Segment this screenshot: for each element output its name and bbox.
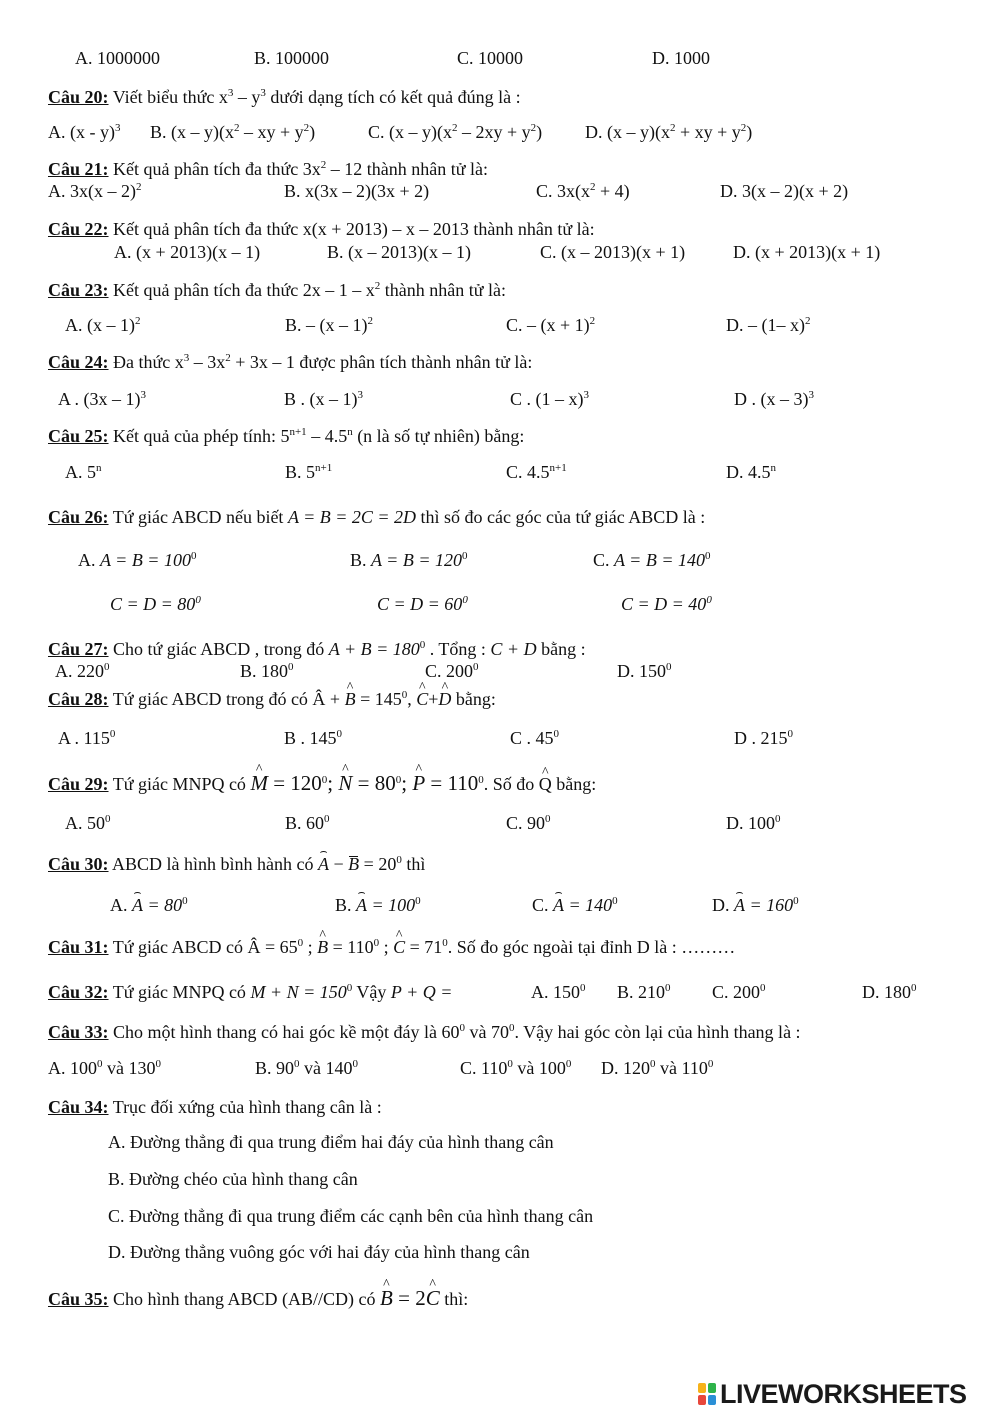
- q21-stem: Câu 21: Kết quả phân tích đa thức $3x^2 - 12$ thành nhân tử là:: [48, 159, 488, 179]
- q19-options: [0, 48, 1000, 74]
- q19-option-c[interactable]: C. 10000: [457, 48, 524, 68]
- q25-option-c[interactable]: C. $4.5^{n+1}$: [506, 462, 567, 482]
- q27-number: Câu 27:: [48, 639, 109, 659]
- q29-option-c[interactable]: C. $90^0$: [506, 813, 551, 833]
- q34-option-b-line: [0, 1169, 1000, 1195]
- q33-option-a[interactable]: A. $100^0$ và $130^0$: [48, 1058, 161, 1078]
- q23-option-c[interactable]: C. – $(x + 1)^2$: [506, 315, 596, 335]
- q34-option-a[interactable]: A. Đường thẳng đi qua trung điểm hai đáy của hình thang cân: [108, 1132, 554, 1152]
- q32-option-c[interactable]: C. $200^0$: [712, 982, 766, 1002]
- q24-option-c[interactable]: C . (1 – x)$^3$: [510, 389, 589, 409]
- q28-number: Câu 28:: [48, 689, 109, 709]
- q30-option-c[interactable]: C. ⌢ $A = 140^0$: [532, 895, 618, 917]
- q20-option-b[interactable]: B. $(x - y)(x^2$ – xy + $y^2$): [150, 122, 316, 142]
- q26-option-c-line2: $C = D = 40^0$: [621, 594, 712, 614]
- q21-option-c[interactable]: C. $3x(x^2 + 4)$: [536, 181, 630, 201]
- q31-number: Câu 31:: [48, 937, 109, 957]
- q34-option-b[interactable]: B. Đường chéo của hình thang cân: [108, 1169, 358, 1189]
- q21-option-b[interactable]: B. x(3x – 2)(3x + 2): [284, 181, 430, 201]
- q23-stem: Câu 23: Kết quả phân tích đa thức $2x - 1 - x^2$ thành nhân tử là:: [48, 280, 506, 300]
- q27-option-a[interactable]: A. $220^0$: [55, 661, 110, 681]
- q28-options: [0, 728, 1000, 754]
- q23-option-d[interactable]: D. – (1– x)$^2$: [726, 315, 811, 335]
- q26-option-c[interactable]: C. $A = B = 140^0$: [593, 550, 711, 570]
- q34-option-d-line: [0, 1242, 1000, 1268]
- q21-option-a[interactable]: A. 3x(x – 2)$^2$: [48, 181, 142, 201]
- q27-option-b[interactable]: B. $180^0$: [240, 661, 294, 681]
- q26-option-a[interactable]: A. $A = B = 100^0$: [78, 550, 197, 570]
- q28-stem: Câu 28: Tứ giác ABCD trong đó có Â + ^ $B = 145^0$, ^ C+^ D bằng:: [0, 689, 1000, 715]
- q28-option-b[interactable]: B . $145^0$: [284, 728, 343, 748]
- q30-option-a[interactable]: A. ⌢ $A = 80^0$: [110, 895, 188, 917]
- q26-stem: Câu 26: Tứ giác ABCD nếu biết A = B = 2C = 2D thì số đo các góc của tứ giác ABCD là :: [48, 507, 706, 527]
- q26-number: Câu 26:: [48, 507, 109, 527]
- q24-option-d[interactable]: D . (x – 3)$^3$: [734, 389, 814, 409]
- q23-options: [0, 315, 1000, 341]
- q34-option-a-line: [0, 1132, 1000, 1158]
- q23-option-b[interactable]: B. – (x – 1)$^2$: [285, 315, 373, 335]
- q32-option-a[interactable]: A. $150^0$: [531, 982, 586, 1002]
- q29-options: [0, 813, 1000, 839]
- q23-number: Câu 23:: [48, 280, 109, 300]
- q35-stem: Câu 35: Cho hình thang ABCD (AB//CD) có ^ B = 2^ C thì:: [0, 1286, 1000, 1312]
- q20-option-c[interactable]: C. $(x - y)(x^2 - 2xy + y^2)$: [368, 122, 543, 142]
- q34-option-c-line: [0, 1206, 1000, 1232]
- q22-option-a[interactable]: A. (x + 2013)(x – 1): [114, 242, 261, 262]
- q29-option-a[interactable]: A. $50^0$: [65, 813, 111, 833]
- q32-stem: Câu 32: Tứ giác MNPQ có $M + N = 150^0$ Vậy P + Q = A. $150^0$ B. $210^0$ C. $200^0$ D. $180^0$: [48, 982, 917, 1002]
- q22-option-c[interactable]: C. (x – 2013)(x + 1): [540, 242, 686, 262]
- q31-stem: Câu 31: Tứ giác ABCD có Â = $65^0$ ; ^ $B = 110^0$ ; ^ $C = 71^0$. Số đo góc ngoài tại đỉnh D là : ………: [0, 937, 1000, 963]
- q20-option-a[interactable]: A. (x - y)$^3$: [48, 122, 121, 142]
- q21-number: Câu 21:: [48, 159, 109, 179]
- q27-stem: Câu 27: Cho tứ giác ABCD , trong đó $A + B = 180^0$ . Tổng : C + D bằng :: [48, 639, 586, 659]
- q21-options: [0, 181, 1000, 207]
- q24-number: Câu 24:: [48, 352, 109, 372]
- q25-stem: Câu 25: Kết quả của phép tính: $5^{n+1} - 4.5^n$ (n là số tự nhiên) bằng:: [48, 426, 525, 446]
- q26-option-b[interactable]: B. $A = B = 120^0$: [350, 550, 468, 570]
- q35-number: Câu 35:: [48, 1289, 109, 1309]
- q25-options: [0, 462, 1000, 488]
- q32-number: Câu 32:: [48, 982, 109, 1002]
- q25-option-d[interactable]: D. 4.5$^n$: [726, 462, 776, 482]
- logo-text: LIVEWORKSHEETS: [720, 1378, 967, 1409]
- q34-option-d[interactable]: D. Đường thẳng vuông góc với hai đáy của hình thang cân: [108, 1242, 530, 1262]
- q33-option-c[interactable]: C. $110^0$ và $100^0$: [460, 1058, 572, 1078]
- q24-option-a[interactable]: A . (3x – 1)$^3$: [58, 389, 146, 409]
- q22-option-d[interactable]: D. (x + 2013)(x + 1): [733, 242, 881, 262]
- q22-options: [0, 242, 1000, 268]
- q29-number: Câu 29:: [48, 774, 109, 794]
- q19-option-d[interactable]: D. 1000: [652, 48, 710, 68]
- q26-options-row1: [0, 550, 1000, 576]
- q24-options: [0, 389, 1000, 415]
- q28-option-d[interactable]: D . $215^0$: [734, 728, 793, 748]
- q28-option-a[interactable]: A . $115^0$: [58, 728, 116, 748]
- q33-options: [0, 1058, 1000, 1084]
- q32-option-b[interactable]: B. $210^0$: [617, 982, 671, 1002]
- q29-stem: Câu 29: Tứ giác MNPQ có ^ $M = 120^0$; ^ $N = 80^0$; ^ $P = 110^0$. Số đo ^ Q bằng:: [0, 771, 1000, 797]
- q33-option-d[interactable]: D. $120^0$ và $110^0$: [601, 1058, 714, 1078]
- q26-options-row2: [0, 594, 1000, 620]
- q30-option-d[interactable]: D. ⌢ $A = 160^0$: [712, 895, 799, 917]
- q27-options: [0, 661, 1000, 687]
- q30-number: Câu 30:: [48, 854, 109, 874]
- q30-option-b[interactable]: B. ⌢ $A = 100^0$: [335, 895, 421, 917]
- q28-option-c[interactable]: C . $45^0$: [510, 728, 560, 748]
- q21-option-d[interactable]: D. 3(x – 2)(x + 2): [720, 181, 849, 201]
- q20-option-d[interactable]: D. $(x - y)(x^2$ + xy + $y^2$): [585, 122, 753, 142]
- q26-option-b-line2: $C = D = 60^0$: [377, 594, 468, 614]
- q20-number: Câu 20:: [48, 87, 109, 107]
- q22-stem: Câu 22: Kết quả phân tích đa thức x(x + 2013) – x – 2013 thành nhân tử là:: [48, 219, 595, 239]
- q32-option-d[interactable]: D. $180^0$: [862, 982, 917, 1002]
- q22-number: Câu 22:: [48, 219, 109, 239]
- q33-option-b[interactable]: B. $90^0$ và $140^0$: [255, 1058, 359, 1078]
- q19-option-b[interactable]: B. 100000: [254, 48, 330, 68]
- q33-number: Câu 33:: [48, 1022, 109, 1042]
- q20-options: [0, 122, 1000, 148]
- q34-stem: Câu 34: Trục đối xứng của hình thang cân là :: [48, 1097, 382, 1117]
- logo-grid-icon: [697, 1382, 717, 1406]
- q29-option-b[interactable]: B. $60^0$: [285, 813, 330, 833]
- q26-option-a-line2: $C = D = 80^0$: [110, 594, 201, 614]
- q27-option-d[interactable]: D. $150^0$: [617, 661, 672, 681]
- q34-number: Câu 34:: [48, 1097, 109, 1117]
- q24-option-b[interactable]: B . (x – 1)$^3$: [284, 389, 363, 409]
- q34-option-c[interactable]: C. Đường thẳng đi qua trung điểm các cạnh bên của hình thang cân: [108, 1206, 594, 1226]
- q27-option-c[interactable]: C. $200^0$: [425, 661, 479, 681]
- q30-stem: Câu 30: ABCD là hình bình hành có ⌢ $A - B = 20^0$ thì: [0, 854, 1000, 880]
- q25-number: Câu 25:: [48, 426, 109, 446]
- q20-stem: Câu 20: Viết biểu thức $x^3 - y^3$ dưới dạng tích có kết quả đúng là :: [48, 87, 521, 107]
- q29-option-d[interactable]: D. $100^0$: [726, 813, 781, 833]
- q24-stem: Câu 24: Đa thức $x^3 - 3x^2 + 3x - 1$ được phân tích thành nhân tử là:: [48, 352, 533, 372]
- q22-option-b[interactable]: B. (x – 2013)(x – 1): [327, 242, 471, 262]
- q25-option-b[interactable]: B. $5^{n+1}$: [285, 462, 333, 482]
- liveworksheets-logo: [697, 1378, 997, 1410]
- q23-option-a[interactable]: A. (x – 1)$^2$: [65, 315, 141, 335]
- q19-option-a[interactable]: A. 1000000: [75, 48, 160, 68]
- q33-stem: Câu 33: Cho một hình thang có hai góc kề một đáy là $60^0$ và $70^0$. Vậy hai góc còn lại của hình thang là :: [48, 1022, 801, 1042]
- q30-options: [0, 895, 1000, 921]
- q25-option-a[interactable]: A. 5$^n$: [65, 462, 102, 482]
